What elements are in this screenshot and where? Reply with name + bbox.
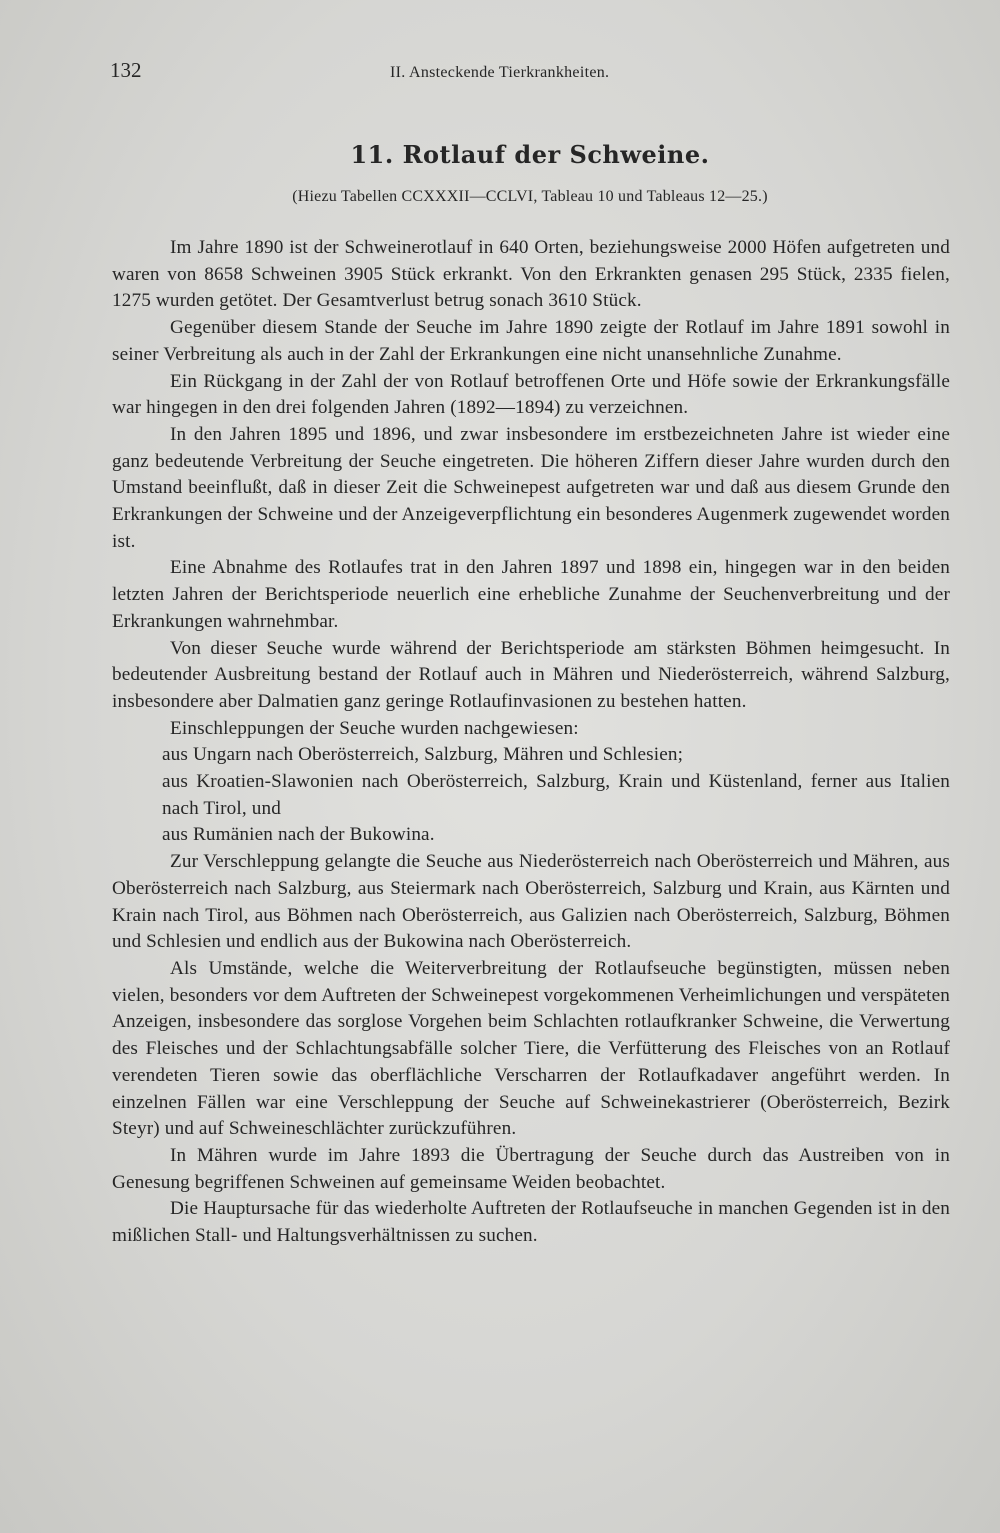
list-item: aus Rumänien nach der Bukowina.: [162, 824, 435, 846]
paragraph: Ein Rückgang in der Zahl der von Rotlauf betroffenen Orte und Höfe sowie der Erkrankungsfälle war hingegen in den drei folgenden Jahren (1892—1894) zu verzeichnen.: [112, 370, 950, 419]
paragraph: Von dieser Seuche wurde während der Berichtsperiode am stärksten Böhmen heimgesucht. In bedeutender Ausbreitung bestand der Rotlauf auch in Mähren und Niederösterreich, während Salzburg, insbesondere aber Dalmatien ganz geringe Rotlaufinvasionen zu bestehen hatten.: [112, 637, 950, 712]
list-item: aus Ungarn nach Oberösterreich, Salzburg, Mähren und Schlesien;: [162, 744, 684, 766]
section-title: 11. Rotlauf der Schweine.: [350, 140, 710, 169]
paragraph: Die Hauptursache für das wiederholte Auftreten der Rotlaufseuche in manchen Gegenden ist in den mißlichen Stall- und Haltungsverhältnissen zu suchen.: [112, 1198, 950, 1247]
page-number: 132: [110, 58, 142, 82]
section-subtitle: (Hiezu Tabellen CCXXXII—CCLVI, Tableau 10 und Tableaus 12—25.): [292, 188, 768, 205]
page-header: [110, 58, 950, 88]
paragraph: Als Umstände, welche die Weiterverbreitung der Rotlaufseuche begünstigten, müssen neben vielen, besonders vor dem Auftreten der Schweinepest vorgekommenen Verheimlichungen und verspäteten Anzeigen, insbesondere das sorglose Vorgehen beim Schlachten rotlaufkranker Schweine, die Verwertung des Fleisches und der Schlachtungsabfälle solcher Tiere, die Verfütterung des Fleisches von an Rotlauf verendeten Tieren sowie das oberflächliche Verscharren der Rotlaufkadaver angeführt werden. In einzelnen Fällen war eine Verschleppung der Seuche auf Schweinekastrierer (Oberösterreich, Bezirk Steyr) und auf Schweineschlächter zurückzuführen.: [112, 957, 950, 1140]
paragraph: Gegenüber diesem Stande der Seuche im Jahre 1890 zeigte der Rotlauf im Jahre 1891 sowohl in seiner Verbreitung als auch in der Zahl der Erkrankungen eine nicht unansehnliche Zunahme.: [112, 317, 950, 365]
paragraph: In Mähren wurde im Jahre 1893 die Übertragung der Seuche durch das Austreiben von in Genesung begriffenen Schweinen auf gemeinsame Weiden beobachtet.: [112, 1144, 950, 1193]
paragraph: In den Jahren 1895 und 1896, und zwar insbesondere im erstbezeichneten Jahre ist wieder eine ganz bedeutende Verbreitung der Seuche eingetreten. Die höheren Ziffern dieser Jahre wurden durch den Umstand beeinflußt, daß in dieser Zeit die Schweinepest aufgetreten war und daß aus diesem Grunde den Erkrankungen der Schweine und der Anzeigeverpflichtung ein besonderes Augenmerk zugewendet worden ist.: [112, 423, 950, 552]
body-text: [112, 235, 950, 1250]
import-list: [112, 742, 950, 849]
paragraph: Einschleppungen der Seuche wurden nachgewiesen:: [170, 717, 579, 739]
paragraph: Zur Verschleppung gelangte die Seuche aus Niederösterreich nach Oberösterreich und Mähren, aus Oberösterreich nach Salzburg, aus Steiermark nach Oberösterreich, Salzburg und Krain, aus Kärnten und Krain nach Tirol, aus Böhmen nach Oberösterreich, aus Galizien nach Oberösterreich, Salzburg, Böhmen und Schlesien und endlich aus der Bukowina nach Oberösterreich.: [112, 851, 950, 953]
running-head: II. Ansteckende Tierkrankheiten.: [390, 64, 610, 81]
list-item: aus Kroatien-Slawonien nach Oberösterreich, Salzburg, Krain und Küstenland, ferner aus Italien nach Tirol, und: [162, 771, 950, 819]
paragraph: Eine Abnahme des Rotlaufes trat in den Jahren 1897 und 1898 ein, hingegen war in den beiden letzten Jahren der Berichtsperiode neuerlich eine erhebliche Zunahme der Seuchenverbreitung und der Erkrankungen wahrnehmbar.: [112, 557, 950, 632]
paragraph: Im Jahre 1890 ist der Schweinerotlauf in 640 Orten, beziehungsweise 2000 Höfen aufgetreten und waren von 8658 Schweinen 3905 Stück erkrankt. Von den Erkrankten genasen 295 Stück, 2335 fielen, 1275 wurden getötet. Der Gesamtverlust betrug sonach 3610 Stück.: [112, 237, 950, 312]
